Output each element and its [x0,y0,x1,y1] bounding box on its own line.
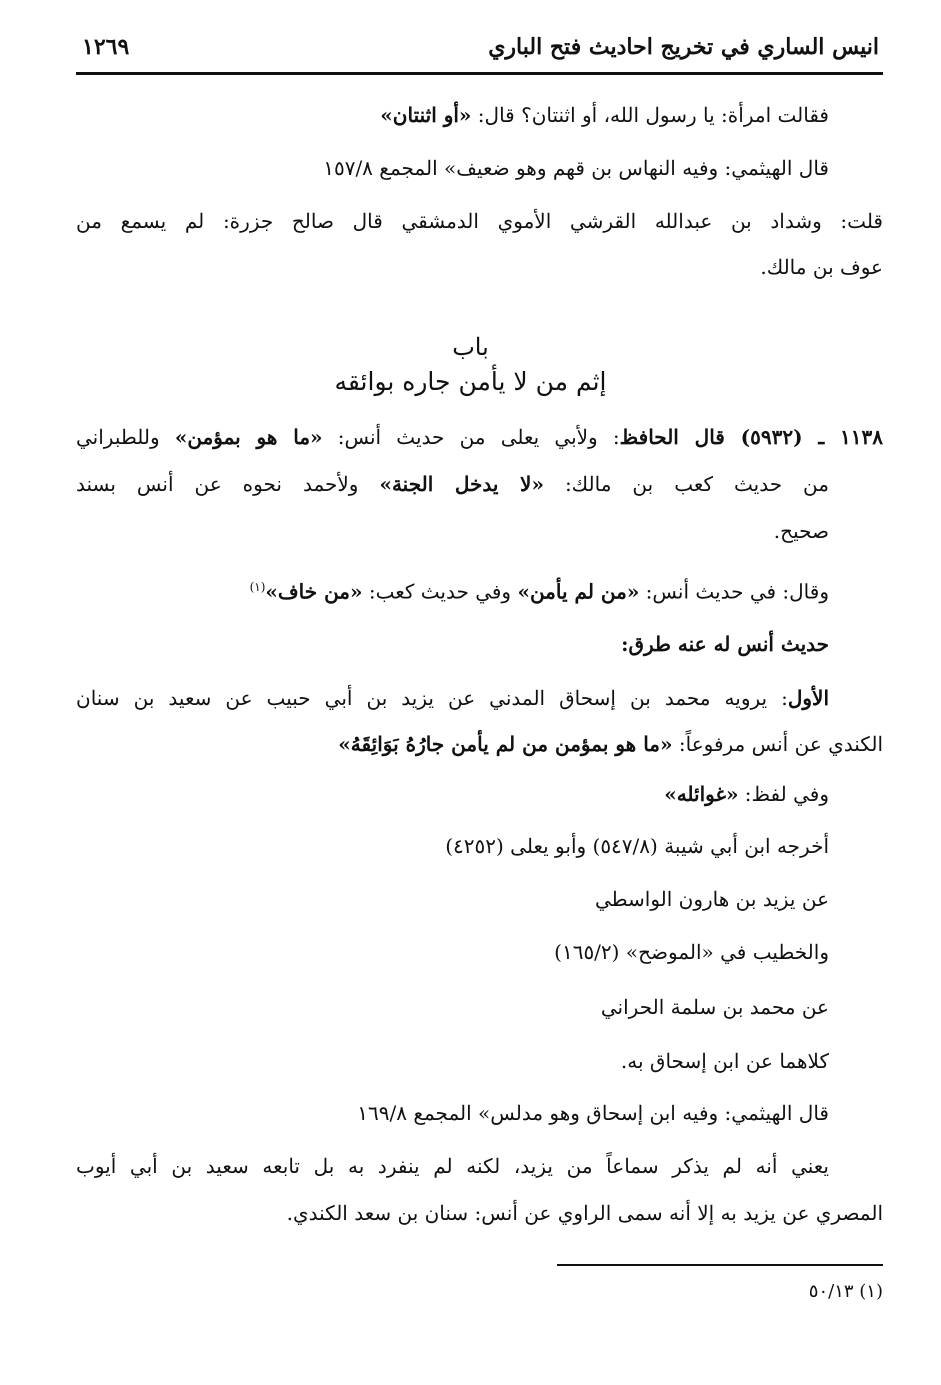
text-line-17: كلاهما عن ابن إسحاق به. [620,1049,829,1073]
header-rule [76,72,883,75]
text-line-3: قلت: وشداد بن عبدالله القرشي الأموي الدمشقي قال صالح جزرة: لم يسمع من [76,209,883,233]
subheading: حديث أنس له عنه طرق: [621,632,829,656]
text-line-12: وفي لفظ: «غوائله» [664,782,829,806]
text-line-13: أخرجه ابن أبي شيبة (٥٤٧/٨) وأبو يعلى (٤٢٥٢) [445,834,829,858]
text-line-2: قال الهيثمي: وفيه النهاس بن قهم وهو ضعيف» المجمع ١٥٧/٨ [323,156,829,180]
text-line-20: المصري عن يزيد به إلا أنه سمى الراوي عن أنس: سنان بن سعد الكندي. [286,1201,883,1225]
text-line-6: من حديث كعب بن مالك: «لا يدخل الجنة» ولأحمد نحوه عن أنس بسند [76,472,829,496]
text-line-16: عن محمد بن سلمة الحراني [600,995,829,1019]
running-title: انيس الساري في تخريج احاديث فتح الباري [488,34,879,60]
footnote-rule [557,1264,883,1266]
text-line-4: عوف بن مالك. [760,255,883,279]
footnote: (١) ٥٠/١٣ [808,1281,883,1302]
page-number: ١٢٦٩ [82,34,130,60]
hadith-entry-line: ١١٣٨ ـ (٥٩٣٢) قال الحافظ: ولأبي يعلى من حديث أنس: «ما هو بمؤمن» وللطبراني [76,425,883,449]
text-line-14: عن يزيد بن هارون الواسطي [594,887,829,911]
text-line-15: والخطيب في «الموضح» (١٦٥/٢) [554,940,829,964]
text-line-18: قال الهيثمي: وفيه ابن إسحاق وهو مدلس» المجمع ١٦٩/٨ [357,1101,829,1125]
section-title: إثم من لا يأمن جاره بوائقه [334,367,607,396]
footnote-marker: (١) [249,580,266,594]
text-line-1: فقالت امرأة: يا رسول الله، أو اثنتان؟ قال: «أو اثنتان» [380,103,829,127]
text-line-11: الكندي عن أنس مرفوعاً: «ما هو بمؤمن من لم يأمن جارُهُ بَوَائِقَهُ» [338,732,883,756]
text-line-10: الأول: يرويه محمد بن إسحاق المدني عن يزيد بن أبي حبيب عن سعيد بن سنان [76,686,829,710]
section-label: باب [452,333,489,361]
text-line-8: وقال: في حديث أنس: «من لم يأمن» وفي حديث كعب: «من خاف»$^{(١)}$ [249,579,829,604]
text-line-7: صحيح. [773,519,829,543]
text-line-19: يعني أنه لم يذكر سماعاً من يزيد، لكنه لم ينفرد به بل تابعه سعيد بن أبي أيوب [76,1154,829,1178]
